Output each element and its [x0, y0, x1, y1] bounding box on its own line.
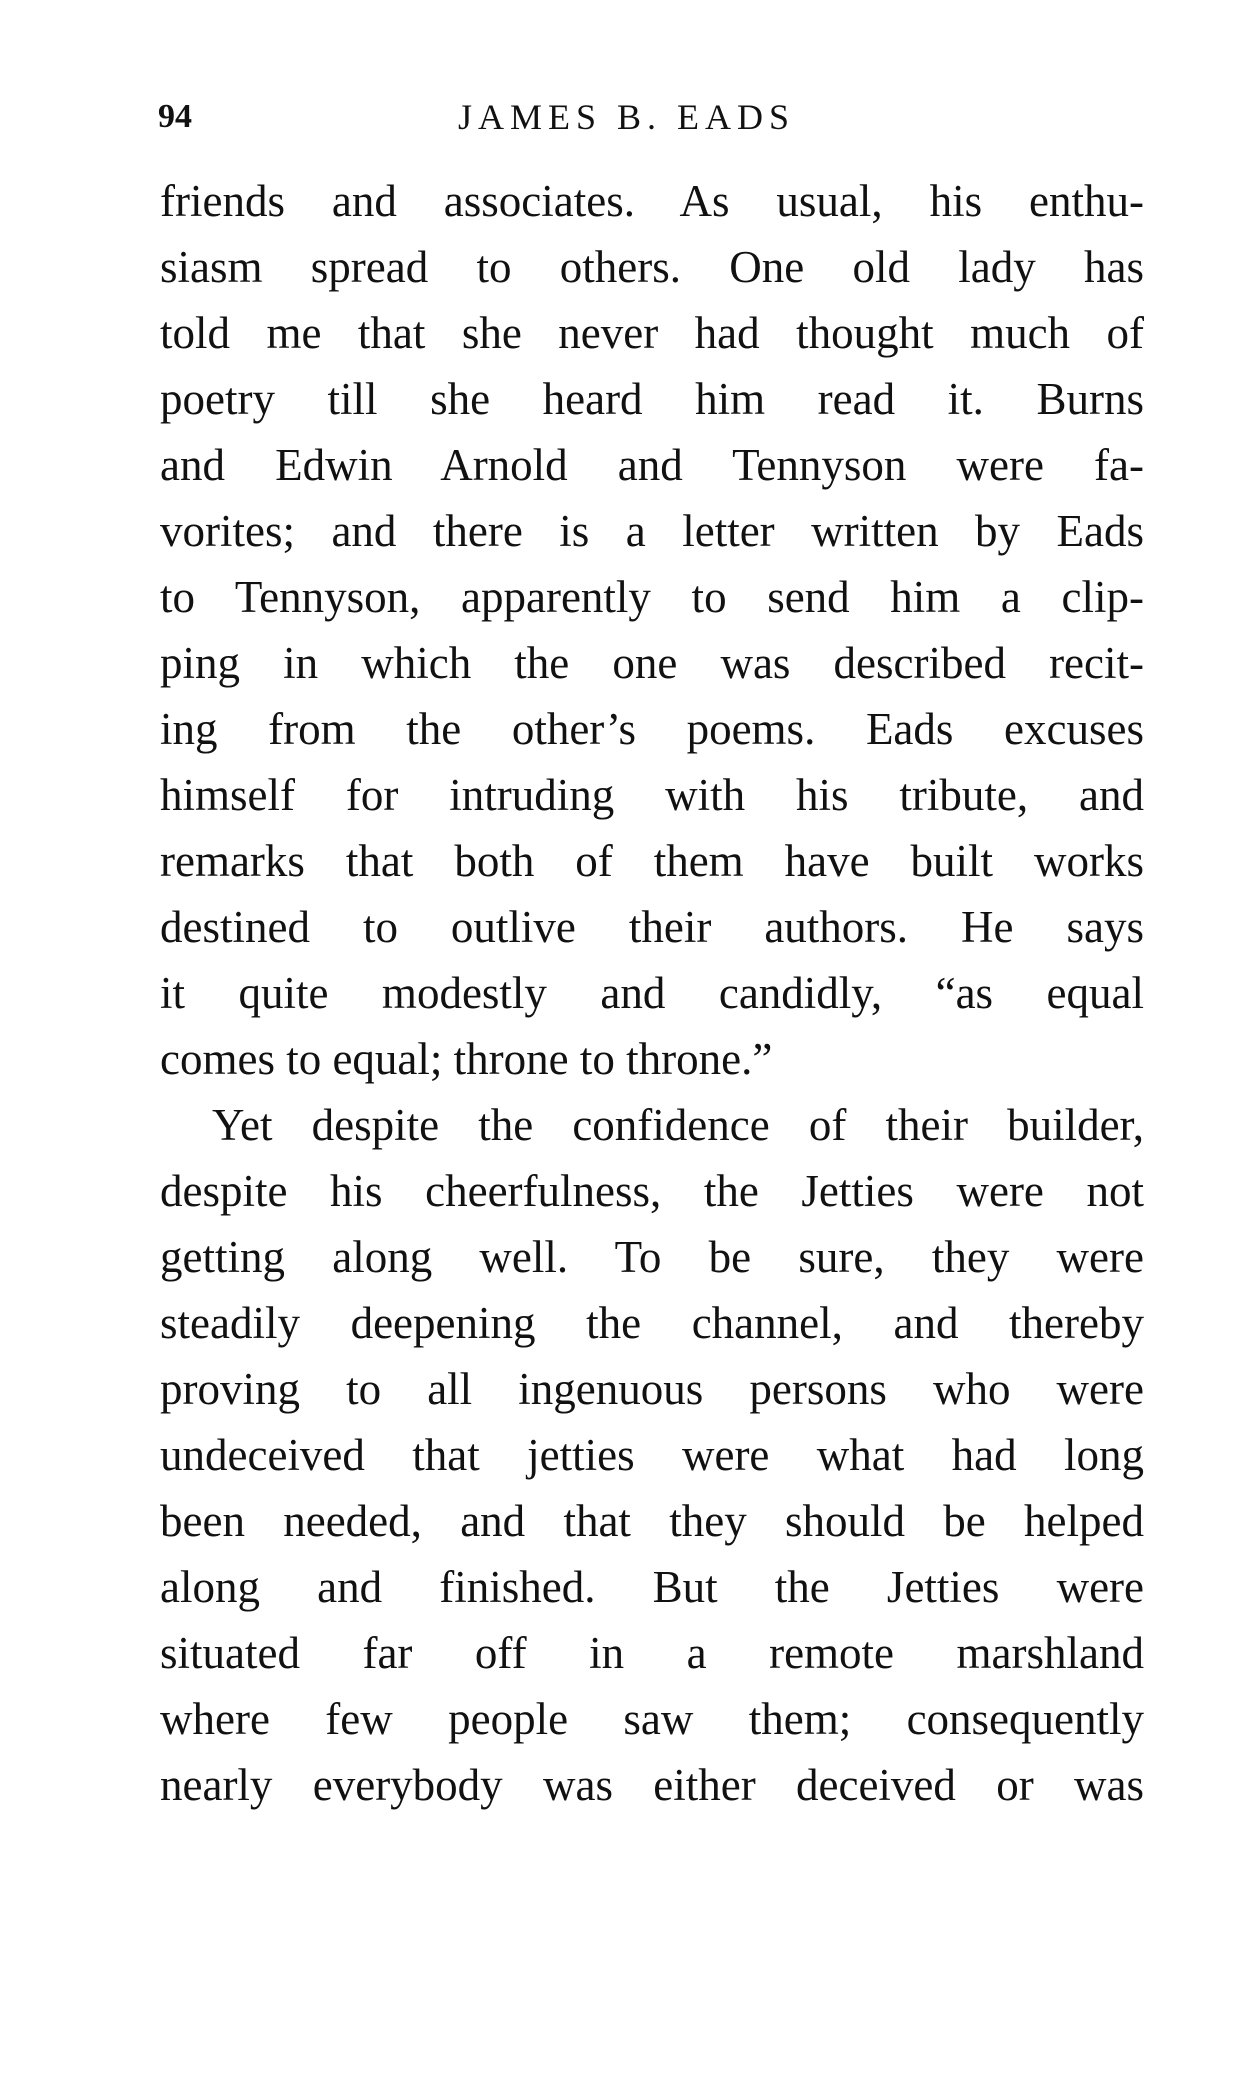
text-line: destined to outlive their authors. He says: [160, 902, 1144, 952]
text-line: proving to all ingenuous persons who were: [160, 1364, 1144, 1414]
text-line: friends and associates. As usual, his enthu-: [160, 176, 1144, 226]
text-line: himself for intruding with his tribute, and: [160, 770, 1144, 820]
page-number: 94: [158, 98, 192, 135]
text-line: situated far off in a remote marshland: [160, 1628, 1144, 1678]
text-line: and Edwin Arnold and Tennyson were fa-: [160, 440, 1144, 490]
text-line: where few people saw them; consequently: [160, 1694, 1144, 1744]
text-line: ing from the other’s poems. Eads excuses: [160, 704, 1144, 754]
text-line: getting along well. To be sure, they were: [160, 1232, 1144, 1282]
text-line: siasm spread to others. One old lady has: [160, 242, 1144, 292]
body-text: [160, 168, 1144, 1818]
text-line: remarks that both of them have built works: [160, 836, 1144, 886]
text-line: along and finished. But the Jetties were: [160, 1562, 1144, 1612]
text-line: it quite modestly and candidly, “as equal: [160, 968, 1144, 1018]
text-line: been needed, and that they should be helped: [160, 1496, 1144, 1546]
text-line: vorites; and there is a letter written by Eads: [160, 506, 1144, 556]
text-line: ping in which the one was described recit-: [160, 638, 1144, 688]
text-line: undeceived that jetties were what had long: [160, 1430, 1144, 1480]
text-line: to Tennyson, apparently to send him a clip-: [160, 572, 1144, 622]
text-line: Yet despite the confidence of their builder,: [212, 1100, 1144, 1150]
text-line: poetry till she heard him read it. Burns: [160, 374, 1144, 424]
text-line: steadily deepening the channel, and thereby: [160, 1298, 1144, 1348]
running-head: [158, 92, 1144, 142]
text-line: despite his cheerfulness, the Jetties were not: [160, 1166, 1144, 1216]
text-line: told me that she never had thought much of: [160, 308, 1144, 358]
running-title: JAMES B. EADS: [458, 97, 796, 137]
text-line: comes to equal; throne to throne.”: [160, 1034, 773, 1084]
text-line: nearly everybody was either deceived or was: [160, 1760, 1144, 1810]
